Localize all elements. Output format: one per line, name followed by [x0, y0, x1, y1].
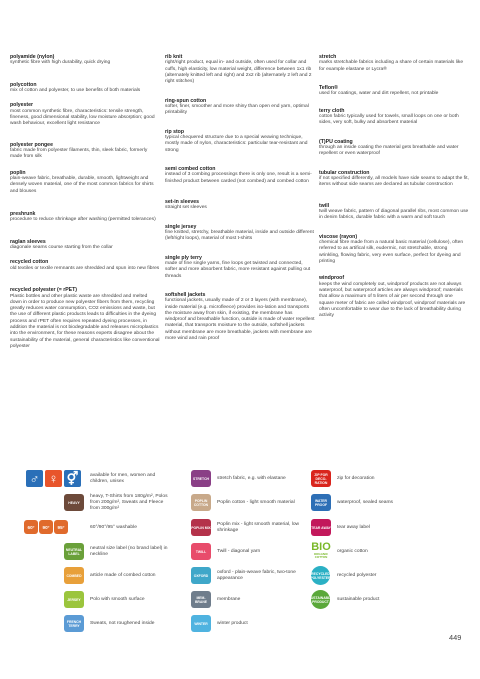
glossary-term: polyester pongee: [10, 141, 53, 148]
glossary-term: recycled cotton: [10, 259, 49, 266]
glossary-term: terry cloth: [319, 107, 345, 114]
glossary-definition: fine knitted, stretchy, breathable material, inside and outside different (left/right loops), material of most t-shirts: [165, 230, 314, 242]
glossary-entry: [165, 166, 315, 185]
glossary-term: tubular construction: [319, 169, 370, 176]
legend-description: winter product: [217, 620, 248, 626]
legend-description: Poplin cotton - light smooth material: [217, 499, 295, 505]
legend-description: 60°/90°/95° washable: [90, 524, 137, 530]
glossary-term: single jersey: [165, 223, 197, 230]
glossary-entry: [319, 275, 469, 319]
glossary-entry: [319, 203, 469, 222]
legend-description: article made of combed cotton: [90, 572, 156, 578]
glossary-term: preshrunk: [10, 211, 36, 217]
glossary-term: set-in sleeves: [165, 198, 200, 205]
glossary-term: raglan sleeves: [10, 238, 46, 245]
wash-temperature-icon: 90°: [39, 520, 53, 534]
glossary-term: viscose (rayon): [319, 233, 358, 240]
winter-icon: WINTER: [191, 615, 211, 632]
tear-away-icon: TEAR AWAY: [311, 519, 331, 536]
legend-description: Polo with smooth surface: [90, 596, 145, 602]
glossary-definition: made of fine single yarns, fine loops get twisted and connected, softer and more absorbent fabric, more resistant against pulling out threads: [165, 261, 311, 279]
glossary-definition: diagonale seams course starting from the collar: [10, 245, 113, 251]
glossary-definition: chemical fibre made from a natural basic material (cellulose), often referred to as artifical silk, eudermic, not stretchable, strong wrinkling, flowing fabric, very even surface, perfect for dyeing and printing: [319, 240, 464, 264]
french-terry-icon: FRENCH TERRY: [64, 615, 84, 632]
glossary-definition: mix of cotton and polyester, to use benefits of both materials: [10, 88, 141, 94]
glossary-entry: [319, 54, 469, 73]
glossary-term: ring-spun cotton: [165, 97, 207, 104]
glossary-entry: [319, 234, 469, 266]
female-symbol-icon: ♀: [45, 470, 62, 487]
glossary-term: rip stop: [165, 128, 185, 135]
poplin-cotton-icon: POPLIN COTTON: [191, 494, 211, 511]
glossary-entry: [165, 224, 315, 243]
legend-description: sustainable product: [337, 596, 380, 602]
glossary-entry: [165, 98, 315, 117]
legend-description: available for men, women and children, unisex: [90, 472, 156, 484]
glossary-term: recycled polyester (= rPET): [10, 287, 78, 294]
legend-description: membrane: [217, 596, 241, 602]
glossary-entry: [10, 142, 160, 161]
stretch-icon: STRETCH: [191, 470, 211, 487]
glossary-entry: [10, 82, 160, 95]
legend-row: [64, 589, 434, 611]
glossary-definition: plain-weave fabric, breathable, durable, smooth, lightweight and densely woven material, one of the most common fabrics for shirts and blouses: [10, 176, 154, 194]
glossary-term: (T)PU coating: [319, 138, 353, 145]
glossary-entry: [165, 199, 315, 212]
legend-description: stretch fabric, e.g. with elastane: [217, 475, 286, 481]
glossary-entry: [10, 54, 160, 67]
glossary-definition: procedure to reduce shrinkage after washing (permitted tolerances): [10, 217, 156, 223]
glossary-definition: through an inside coating the material gets breathable and water repellent or even waterproof: [319, 145, 459, 157]
legend-description: zip for decoration: [337, 475, 375, 481]
legend-description: Sweats, not roughened inside: [90, 620, 155, 626]
glossary-definition: used for coatings, water and dirt repellent, not printable: [319, 91, 439, 97]
glossary-definition: straight set sleeves: [165, 205, 207, 211]
legend-row: [29, 468, 434, 490]
glossary-term: windproof: [319, 275, 345, 282]
glossary-definition: Plastic bottles and other plastic waste are shredded and melted down in order to produce new polyester fibers from them, recycling greatly reduces water consumption, CO2 emissions and waste, but the use of different plastic products leads to difficulties in the dyeing process and rPET often requires repeated dyeing processes, in addition the material is not biodegradable and releases microplastics into the environment, for these reasons experts disagree about the sustainability of the material, general characteristics like conventional polyester: [10, 293, 160, 349]
glossary-entry: [165, 129, 315, 154]
legend-row: [64, 565, 434, 587]
glossary-definition: fabric made from polyester filaments, thin, sleek fabric, formerly made from silk: [10, 148, 148, 160]
legend-description: oxford - plain-weave fabric, two-tone appearance: [217, 569, 296, 581]
unisex-symbol-icon: ⚥: [64, 470, 81, 487]
glossary-definition: keeps the wind completely out, windproof products are not always waterproof, but waterproof articles are always windproof; materials that allow a maximum of 5 liters of air per second through one square meter of fabric are called windproof, windproof materials are often uncomfortable to wear due to the lack of breathability during activity: [319, 281, 466, 319]
glossary-term: polyester: [10, 102, 34, 109]
glossary-definition: cotton fabric typically used for towels, small loops on one or both sides, very soft, bulky and absorbent material: [319, 114, 459, 126]
water-proof-icon: WATER PROOF: [311, 494, 331, 511]
legend-description: neutral size label (no brand label) in neckline: [90, 545, 168, 557]
glossary-term: single ply terry: [165, 254, 202, 261]
glossary-definition: softer, finer, smoother and more shiny than open end yarn, optimal printability: [165, 104, 309, 116]
page-number: 449: [449, 633, 462, 642]
glossary-entry: [165, 292, 315, 342]
glossary-definition: most common synthetic fibre, characteristics: tensile strength, fineness, good dimensional stability, low moisture absorption; good wash behaviour, excellent light resistance: [10, 108, 155, 127]
glossary-definition: right/right product, equal in- and outside, often used for collar and cuffs, high elasticity, low material weight, difference between 1x1 rib (alternately knitted left and right) and 2x2 rib (alternately 2 left and 2 right stitches): [165, 60, 312, 85]
glossary-entry: [165, 54, 315, 86]
glossary-term: Teflon®: [319, 85, 338, 91]
wash-temperature-icon: 60°: [24, 520, 38, 534]
glossary-term: softshell jackets: [165, 291, 206, 298]
legend-description: Twill - diagonal yarn: [217, 548, 261, 554]
glossary-term: poplin: [10, 169, 26, 176]
legend-row: [64, 613, 434, 635]
glossary-column-3: [319, 54, 469, 319]
glossary-definition: twill weave fabric, pattern of diagonal parallel ribs, most common use in denim fabrics, durable fabric with a warm and soft touch: [319, 209, 469, 221]
mem-brane-icon: MEM-BRANE: [191, 591, 211, 608]
zip-for-deco-ration-icon: ZIP FOR DECO-RATION: [311, 470, 331, 487]
neutral-label-icon: NEUTRAL LABEL: [64, 543, 84, 560]
glossary-definition: synthetic fibre with high durability, quick drying: [10, 60, 111, 66]
legend-description: heavy, T-Shirts from 180g/m², Polos from 200g/m², Sweats and Fleece from 300g/m²: [90, 493, 168, 512]
glossary-definition: marks stretchable fabrics including a share of certain materials like for example elastane or Lycra®: [319, 60, 464, 72]
glossary-entry: [165, 255, 315, 280]
glossary-entry: [319, 170, 469, 189]
glossary-term: stretch: [319, 54, 337, 60]
recycled-polyester-icon: RECYCLED POLYESTER: [311, 566, 330, 585]
heavy-icon: HEAVY: [64, 494, 84, 511]
glossary-entry: [319, 85, 469, 98]
glossary-term: polycotton: [10, 81, 37, 88]
poplin-mix-icon: POPLIN MIX: [191, 519, 211, 536]
male-symbol-icon: ♂: [26, 470, 43, 487]
glossary-entry: [10, 259, 160, 272]
glossary-definition: instead of 3 combing processings there is only one, result is a semi-finished product between carded (not combed) and combed cotton: [165, 172, 312, 184]
glossary-term: rib knit: [165, 54, 183, 60]
glossary-term: semi combed cotton: [165, 165, 216, 172]
bio-organic-icon: BIO ORGANIC COTTON: [311, 541, 331, 559]
glossary-entry: [10, 211, 160, 224]
jersey-icon: JERSEY: [64, 591, 84, 608]
glossary-definition: if not specified differently, all models have side seams to adapt the fit, items without side seams are declared as tubular construction: [319, 176, 469, 188]
glossary-column-1: [10, 54, 160, 350]
wash-temperature-icon: 95°: [54, 520, 68, 534]
sustainable-product-icon: SUSTAINABLE PRODUCT: [311, 590, 330, 609]
glossary-term: twill: [319, 202, 330, 209]
glossary-definition: typical chequered structure due to a special weaving technique, mostly made of nylon, characteristics: particular tear-resistant and strong: [165, 135, 308, 153]
combed-icon: COMBED: [64, 567, 84, 584]
glossary-column-2: [165, 54, 315, 342]
glossary-entry: [10, 287, 160, 350]
legend-description: waterproof, sealed seams: [337, 499, 393, 505]
legend-description: recycled polyester: [337, 572, 377, 578]
legend-description: tear away label: [337, 524, 370, 530]
glossary-term: polyamide (nylon): [10, 54, 55, 60]
glossary-entry: [10, 102, 160, 127]
twill-icon: TWILL: [191, 543, 211, 560]
glossary-entry: [319, 139, 469, 158]
legend-description: Poplin mix - light smooth material, low shrinkage: [217, 521, 300, 533]
legend-description: organic cotton: [337, 548, 368, 554]
glossary-entry: [10, 170, 160, 195]
glossary-definition: old textiles or textile remnants are shredded and spun into new fibres: [10, 265, 160, 271]
legend-row: [64, 492, 434, 514]
glossary-entry: [10, 239, 160, 252]
glossary-definition: functional jackets, usually made of 2 or 3 layers (with membrane), inside material (e.g. microfleece) provides iso-lation and transports the moisture away from skin, if existing, the membrane has windproof and breathable function, outside is made of water repellent material, that transports moisture to the outside, softshell jackets without membrane are more breathable, jackets with membrane are more wind and rain proof: [165, 298, 315, 342]
glossary-entry: [319, 108, 469, 127]
legend-row: [27, 517, 434, 539]
legend-row: [64, 541, 434, 563]
oxford-icon: OXFORD: [191, 567, 211, 584]
